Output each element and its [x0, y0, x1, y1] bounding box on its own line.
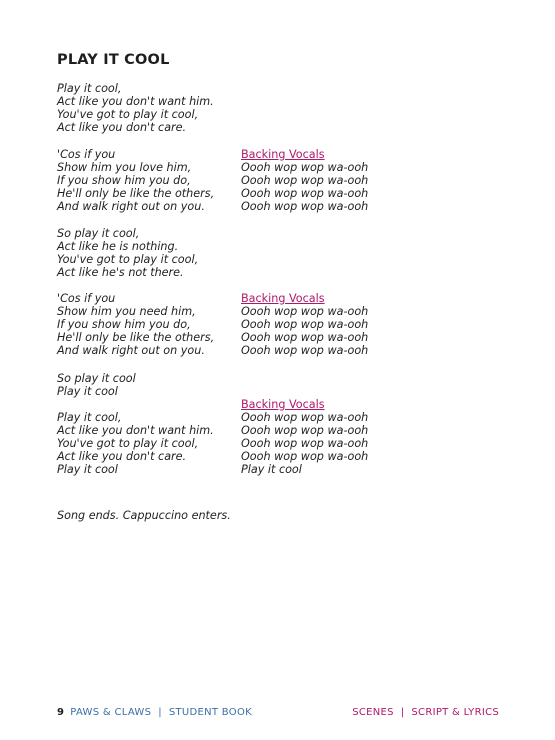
- verse-2: [57, 148, 214, 213]
- backing-vocals-label: Backing Vocals: [241, 148, 325, 161]
- lyric-line: Act like you don't want him.: [57, 424, 214, 438]
- lyric-line: Oooh wop wop wa-ooh: [241, 187, 369, 201]
- lyric-line: Play it cool: [241, 463, 302, 477]
- lyric-line: You've got to play it cool,: [57, 437, 199, 451]
- lyric-line: Play it cool: [57, 385, 118, 399]
- lyric-line: 'Cos if you: [57, 148, 116, 161]
- lyric-line: Play it cool: [57, 463, 118, 477]
- lyric-line: Oooh wop wop wa-ooh: [241, 437, 369, 451]
- lyric-line: And walk right out on you.: [57, 200, 205, 214]
- lyric-line: He'll only be like the others,: [57, 331, 215, 345]
- verse-4: [57, 292, 214, 357]
- lyric-line: If you show him you do,: [57, 174, 191, 188]
- lyric-line: Act like you don't want him.: [57, 95, 214, 109]
- lyric-line: Oooh wop wop wa-ooh: [241, 424, 369, 438]
- lyric-line: Oooh wop wop wa-ooh: [241, 344, 369, 358]
- page-title: PLAY IT COOL: [57, 52, 170, 68]
- footer-left: [57, 707, 252, 718]
- lyric-line: Oooh wop wop wa-ooh: [241, 305, 369, 319]
- lyric-line: He'll only be like the others,: [57, 187, 215, 201]
- verse-6: [57, 411, 214, 476]
- footer-book-title: PAWS & CLAWS | STUDENT BOOK: [70, 707, 252, 718]
- lyric-line: Oooh wop wop wa-ooh: [241, 161, 369, 175]
- lyric-line: Oooh wop wop wa-ooh: [241, 200, 369, 214]
- lyric-line: Show him you need him,: [57, 305, 196, 319]
- backing-vocals-3: [241, 398, 368, 477]
- lyric-line: You've got to play it cool,: [57, 253, 199, 267]
- lyric-line: Act like he's not there.: [57, 266, 184, 280]
- lyric-line: If you show him you do,: [57, 318, 191, 332]
- lyric-line: Oooh wop wop wa-ooh: [241, 174, 369, 188]
- lyric-line: Act like you don't care.: [57, 450, 187, 464]
- lyric-line: Play it cool,: [57, 82, 122, 95]
- lyric-line: Oooh wop wop wa-ooh: [241, 331, 369, 345]
- lyric-line: Oooh wop wop wa-ooh: [241, 411, 369, 425]
- stage-direction-text: Song ends. Cappuccino enters.: [57, 509, 231, 522]
- lyric-line: 'Cos if you: [57, 292, 116, 305]
- footer-section-title: SCENES | SCRIPT & LYRICS: [352, 707, 499, 718]
- lyric-line: Oooh wop wop wa-ooh: [241, 450, 369, 464]
- lyric-line: Play it cool,: [57, 411, 122, 424]
- backing-vocals-1: [241, 148, 368, 213]
- backing-vocals-2: [241, 292, 368, 357]
- verse-5: [57, 372, 136, 398]
- lyric-line: Show him you love him,: [57, 161, 192, 175]
- lyric-line: So play it cool,: [57, 227, 140, 240]
- backing-vocals-label: Backing Vocals: [241, 398, 325, 411]
- lyric-line: Act like you don't care.: [57, 121, 187, 135]
- lyric-line: And walk right out on you.: [57, 344, 205, 358]
- lyric-line: So play it cool: [57, 372, 136, 385]
- verse-3: [57, 227, 198, 279]
- backing-vocals-label: Backing Vocals: [241, 292, 325, 305]
- lyric-line: Act like he is nothing.: [57, 240, 179, 254]
- page-number: 9: [57, 707, 65, 718]
- lyric-line: Oooh wop wop wa-ooh: [241, 318, 369, 332]
- stage-direction: [57, 509, 231, 522]
- lyric-line: You've got to play it cool,: [57, 108, 199, 122]
- footer-right: [352, 707, 499, 718]
- verse-1: [57, 82, 214, 134]
